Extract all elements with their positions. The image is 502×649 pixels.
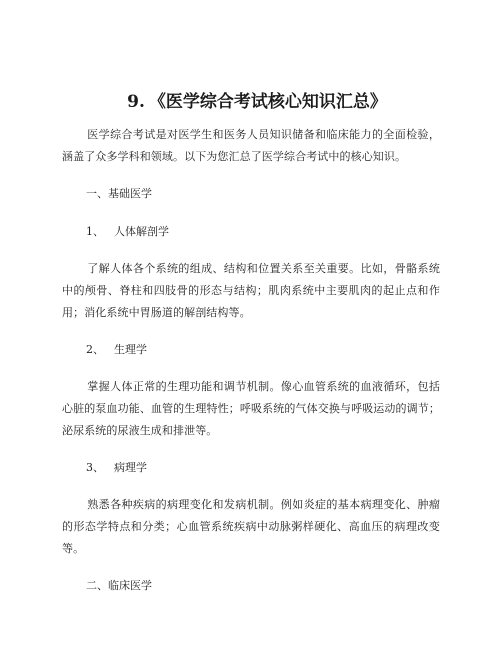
subsection-number: 2、 [86,343,104,356]
physiology-paragraph: 掌握人体正常的生理功能和调节机制。像心血管系统的血液循环，包括心脏的泵血功能、血管的生理特性；呼吸系统的气体交换与呼吸运动的调节；泌尿系统的尿液生成和排泄等。 [62,380,440,437]
pathology-paragraph: 熟悉各种疾病的病理变化和发病机制。例如炎症的基本病理变化、肿瘤的形态学特点和分类；心血管系统疾病中动脉粥样硬化、高血压的病理改变等。 [62,498,440,555]
section-heading-basic-medicine: 一、基础医学 [86,187,152,200]
anatomy-paragraph: 了解人体各个系统的组成、结构和位置关系至关重要。比如，骨骼系统中的颅骨、脊柱和四肢骨的形态与结构；肌肉系统中主要肌肉的起止点和作用；消化系统中胃肠道的解剖结构等。 [62,262,440,319]
subsection-heading-anatomy [62,221,440,243]
title-text: 《医学综合考试核心知识汇总》 [148,92,387,112]
subsection-number: 1、 [86,225,104,238]
document-title [62,88,440,116]
subsection-number: 3、 [86,461,104,474]
subsection-title: 病理学 [114,461,147,474]
subsection-title: 人体解剖学 [114,225,169,238]
subsection-title: 生理学 [114,343,147,356]
subsection-heading-physiology [62,339,440,361]
subsection-heading-pathology [62,457,440,479]
title-number: 9. [127,92,145,112]
section-heading-clinical-medicine: 二、临床医学 [86,579,152,592]
intro-paragraph: 医学综合考试是对医学生和医务人员知识储备和临床能力的全面检验，涵盖了众多学科和领域。以下为您汇总了医学综合考试中的核心知识。 [62,128,440,163]
